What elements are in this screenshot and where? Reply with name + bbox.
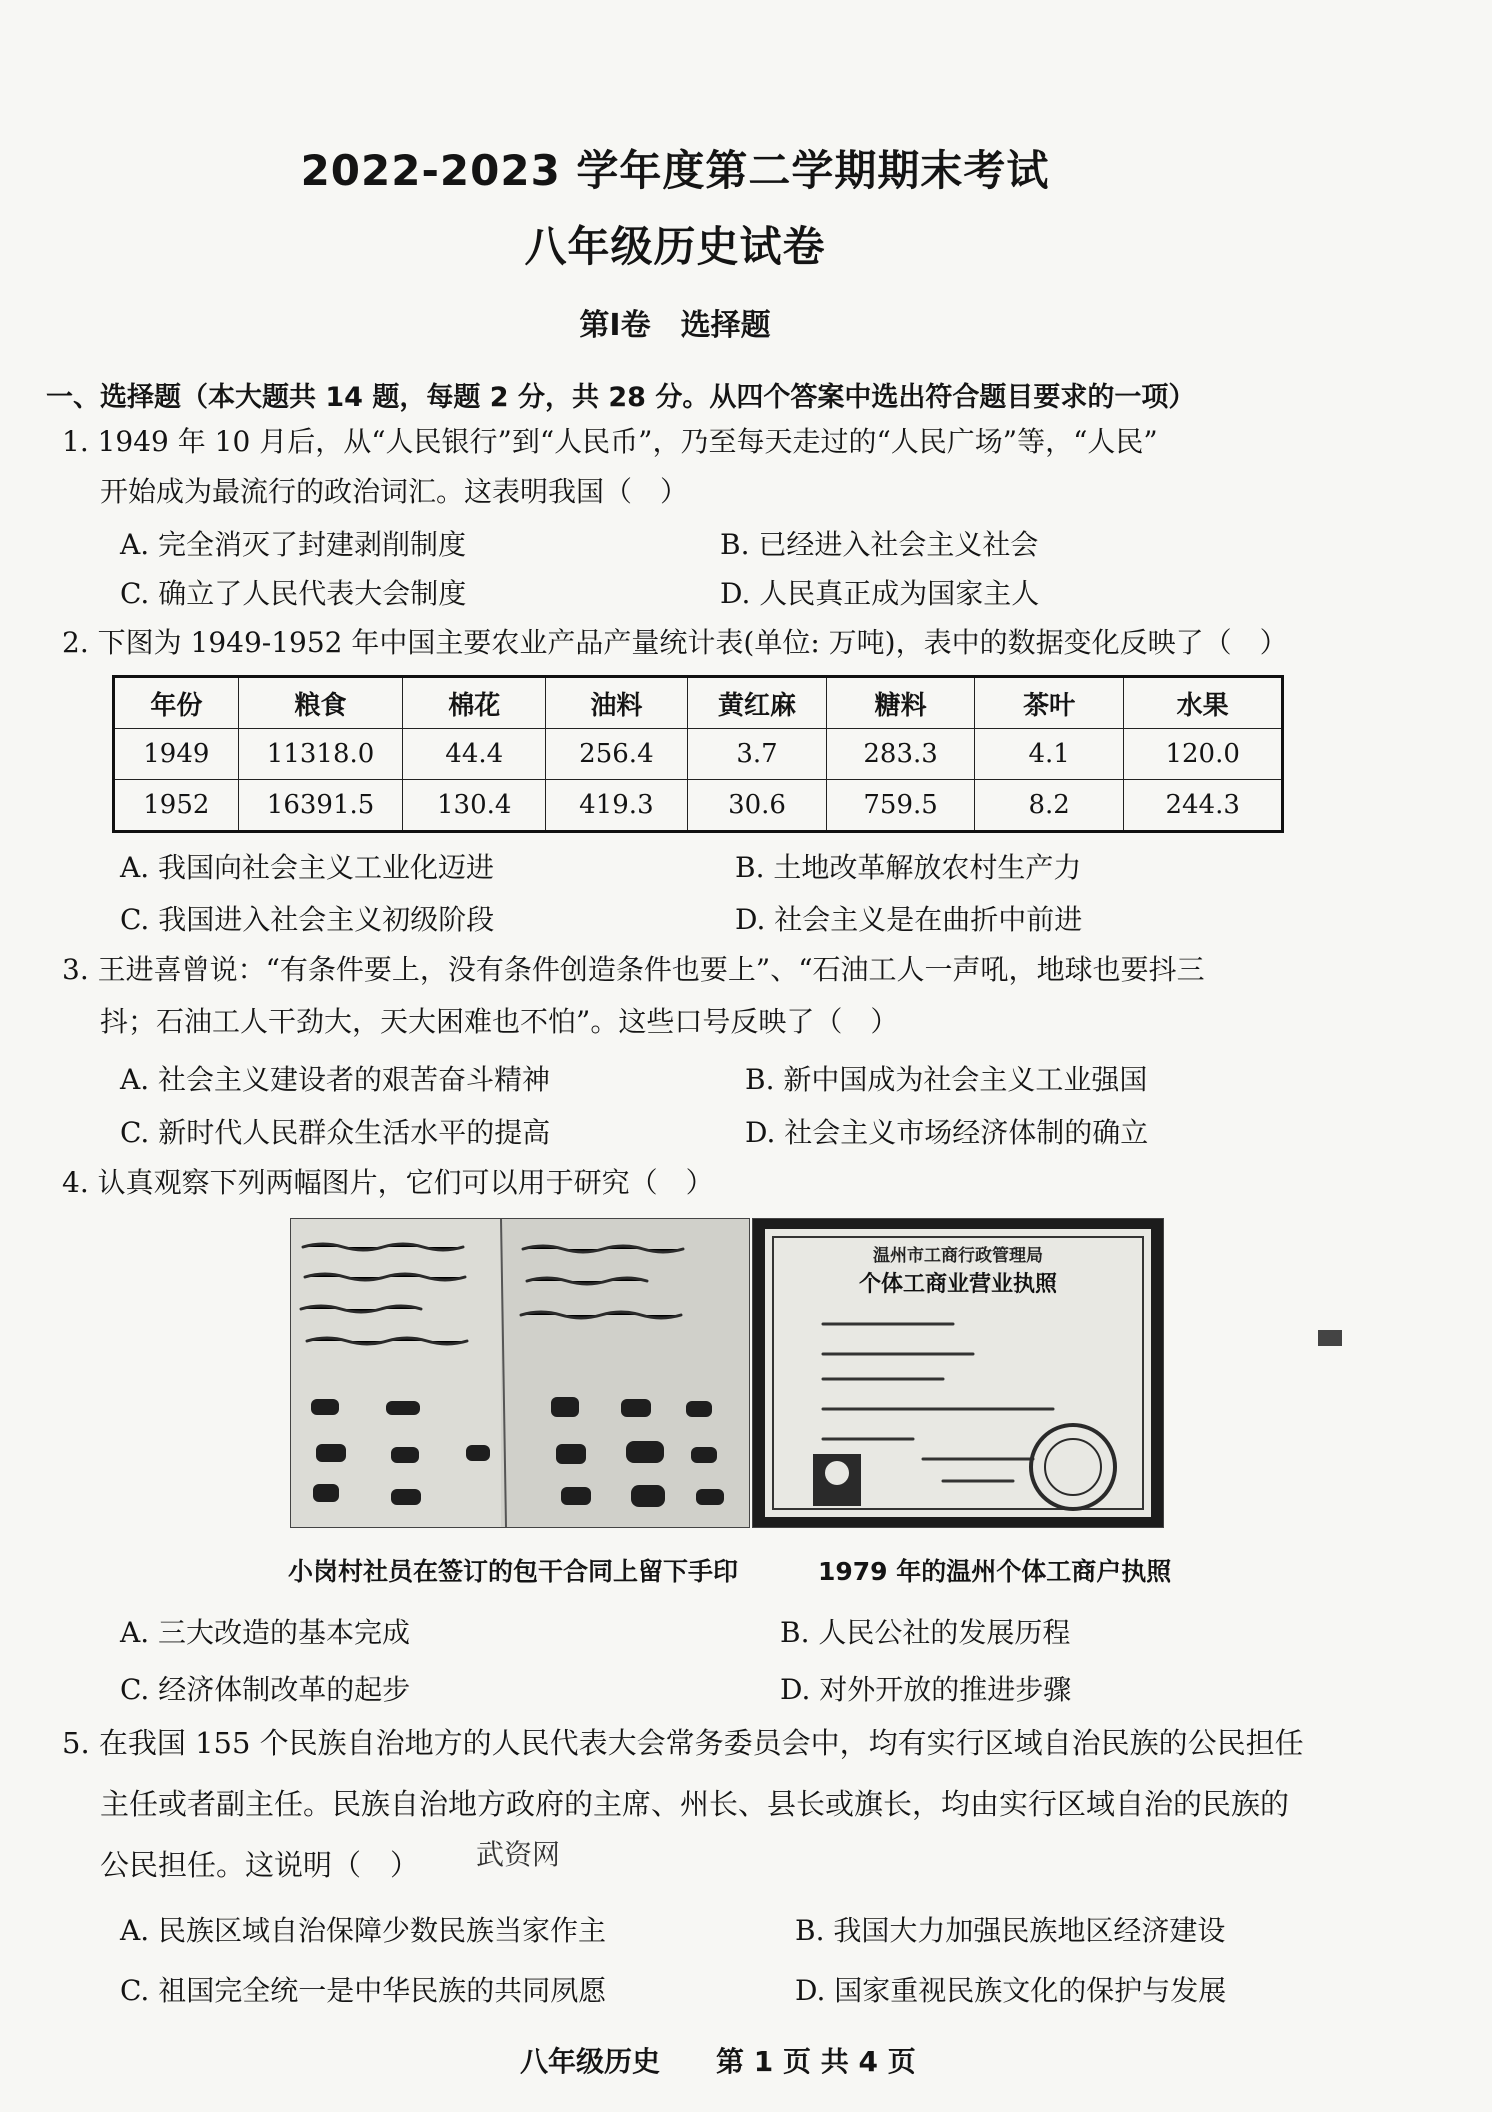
question-5-stem-line3: 公民担任。这说明（ ） [100, 1848, 420, 1882]
table-header-cell: 茶叶 [974, 677, 1123, 729]
table-cell: 244.3 [1124, 780, 1283, 832]
table-cell: 8.2 [974, 780, 1123, 832]
question-4-option-c: C. 经济体制改革的起步 [120, 1673, 411, 1706]
table-cell: 1952 [114, 780, 239, 832]
table-cell: 3.7 [687, 729, 827, 780]
question-2-stem: 2. 下图为 1949-1952 年中国主要农业产品产量统计表(单位: 万吨)，表中的数据变化反映了（ ） [62, 626, 1288, 659]
question-1-option-c: C. 确立了人民代表大会制度 [120, 577, 467, 610]
table-cell: 4.1 [974, 729, 1123, 780]
question-2-option-a: A. 我国向社会主义工业化迈进 [120, 851, 495, 884]
agriculture-output-table [112, 675, 1284, 833]
page-footer: 八年级历史 第 1 页 共 4 页 [520, 2045, 916, 2078]
question-5-option-b: B. 我国大力加强民族地区经济建设 [795, 1914, 1226, 1947]
part-title: 第Ⅰ卷 选择题 [579, 308, 771, 343]
question-3-stem-line1: 3. 王进喜曾说：“有条件要上，没有条件创造条件也要上”、“石油工人一声吼，地球也要抖三 [62, 953, 1205, 986]
question-3-option-c: C. 新时代人民群众生活水平的提高 [120, 1116, 551, 1149]
table-cell: 759.5 [827, 780, 975, 832]
question-1-stem-line1: 1. 1949 年 10 月后，从“人民银行”到“人民币”，乃至每天走过的“人民广场”等，“人民” [62, 425, 1158, 458]
table-header-cell: 粮食 [238, 677, 403, 729]
question-5-stem-line2: 主任或者副主任。民族自治地方政府的主席、州长、县长或旗长，均由实行区域自治的民族的 [100, 1787, 1290, 1821]
business-license-photo [752, 1218, 1164, 1528]
table-header-cell: 糖料 [827, 677, 975, 729]
table-cell: 44.4 [403, 729, 546, 780]
table-cell: 419.3 [546, 780, 688, 832]
watermark: 武资网 [476, 1838, 561, 1871]
table-cell: 16391.5 [238, 780, 403, 832]
table-cell: 256.4 [546, 729, 688, 780]
question-3-option-a: A. 社会主义建设者的艰苦奋斗精神 [120, 1063, 551, 1096]
question-4-option-d: D. 对外开放的推进步骤 [780, 1673, 1072, 1706]
question-2-option-b: B. 土地改革解放农村生产力 [735, 851, 1082, 884]
table-header-cell: 水果 [1124, 677, 1283, 729]
table-cell: 11318.0 [238, 729, 403, 780]
table-row [114, 780, 1283, 832]
scan-speck [1318, 1330, 1342, 1346]
contract-handwriting-image [291, 1219, 749, 1527]
question-4-option-b: B. 人民公社的发展历程 [780, 1616, 1071, 1649]
table-cell: 120.0 [1124, 729, 1283, 780]
question-4-stem: 4. 认真观察下列两幅图片，它们可以用于研究（ ） [62, 1166, 714, 1199]
license-title: 个体工商业营业执照 [858, 1271, 1057, 1297]
table-header-row [114, 677, 1283, 729]
question-4-option-a: A. 三大改造的基本完成 [120, 1616, 411, 1649]
caption-right: 1979 年的温州个体工商户执照 [818, 1557, 1172, 1586]
table-header-cell: 油料 [546, 677, 688, 729]
exam-title: 2022-2023 学年度第二学期期末考试 [300, 146, 1050, 195]
question-1-option-a: A. 完全消灭了封建剥削制度 [120, 528, 467, 561]
question-3-option-d: D. 社会主义市场经济体制的确立 [745, 1116, 1149, 1149]
contract-photo [290, 1218, 750, 1528]
table-cell: 1949 [114, 729, 239, 780]
question-1-option-d: D. 人民真正成为国家主人 [720, 577, 1040, 610]
question-5-option-d: D. 国家重视民族文化的保护与发展 [795, 1974, 1227, 2007]
question-1-stem-line2: 开始成为最流行的政治词汇。这表明我国（ ） [100, 475, 689, 508]
table-header-cell: 黄红麻 [687, 677, 827, 729]
table-header-cell: 年份 [114, 677, 239, 729]
question-2-option-d: D. 社会主义是在曲折中前进 [735, 903, 1083, 936]
question-5-option-a: A. 民族区域自治保障少数民族当家作主 [120, 1914, 607, 1947]
license-authority: 温州市工商行政管理局 [873, 1246, 1043, 1266]
table-cell: 130.4 [403, 780, 546, 832]
question-5-option-c: C. 祖国完全统一是中华民族的共同夙愿 [120, 1974, 607, 2007]
table-cell: 283.3 [827, 729, 975, 780]
table-cell: 30.6 [687, 780, 827, 832]
question-3-stem-line2: 抖；石油工人干劲大，天大困难也不怕”。这些口号反映了（ ） [100, 1005, 899, 1038]
table-row [114, 729, 1283, 780]
table-header-cell: 棉花 [403, 677, 546, 729]
question-3-option-b: B. 新中国成为社会主义工业强国 [745, 1063, 1148, 1096]
exam-subtitle: 八年级历史试卷 [524, 222, 826, 271]
section-header: 一、选择题（本大题共 14 题，每题 2 分，共 28 分。从四个答案中选出符合题目要求的一项） [46, 382, 1196, 413]
question-1-option-b: B. 已经进入社会主义社会 [720, 528, 1039, 561]
question-2-option-c: C. 我国进入社会主义初级阶段 [120, 903, 495, 936]
question-5-stem-line1: 5. 在我国 155 个民族自治地方的人民代表大会常务委员会中，均有实行区域自治民族的公民担任 [62, 1726, 1304, 1760]
caption-left: 小岗村社员在签订的包干合同上留下手印 [288, 1557, 739, 1586]
